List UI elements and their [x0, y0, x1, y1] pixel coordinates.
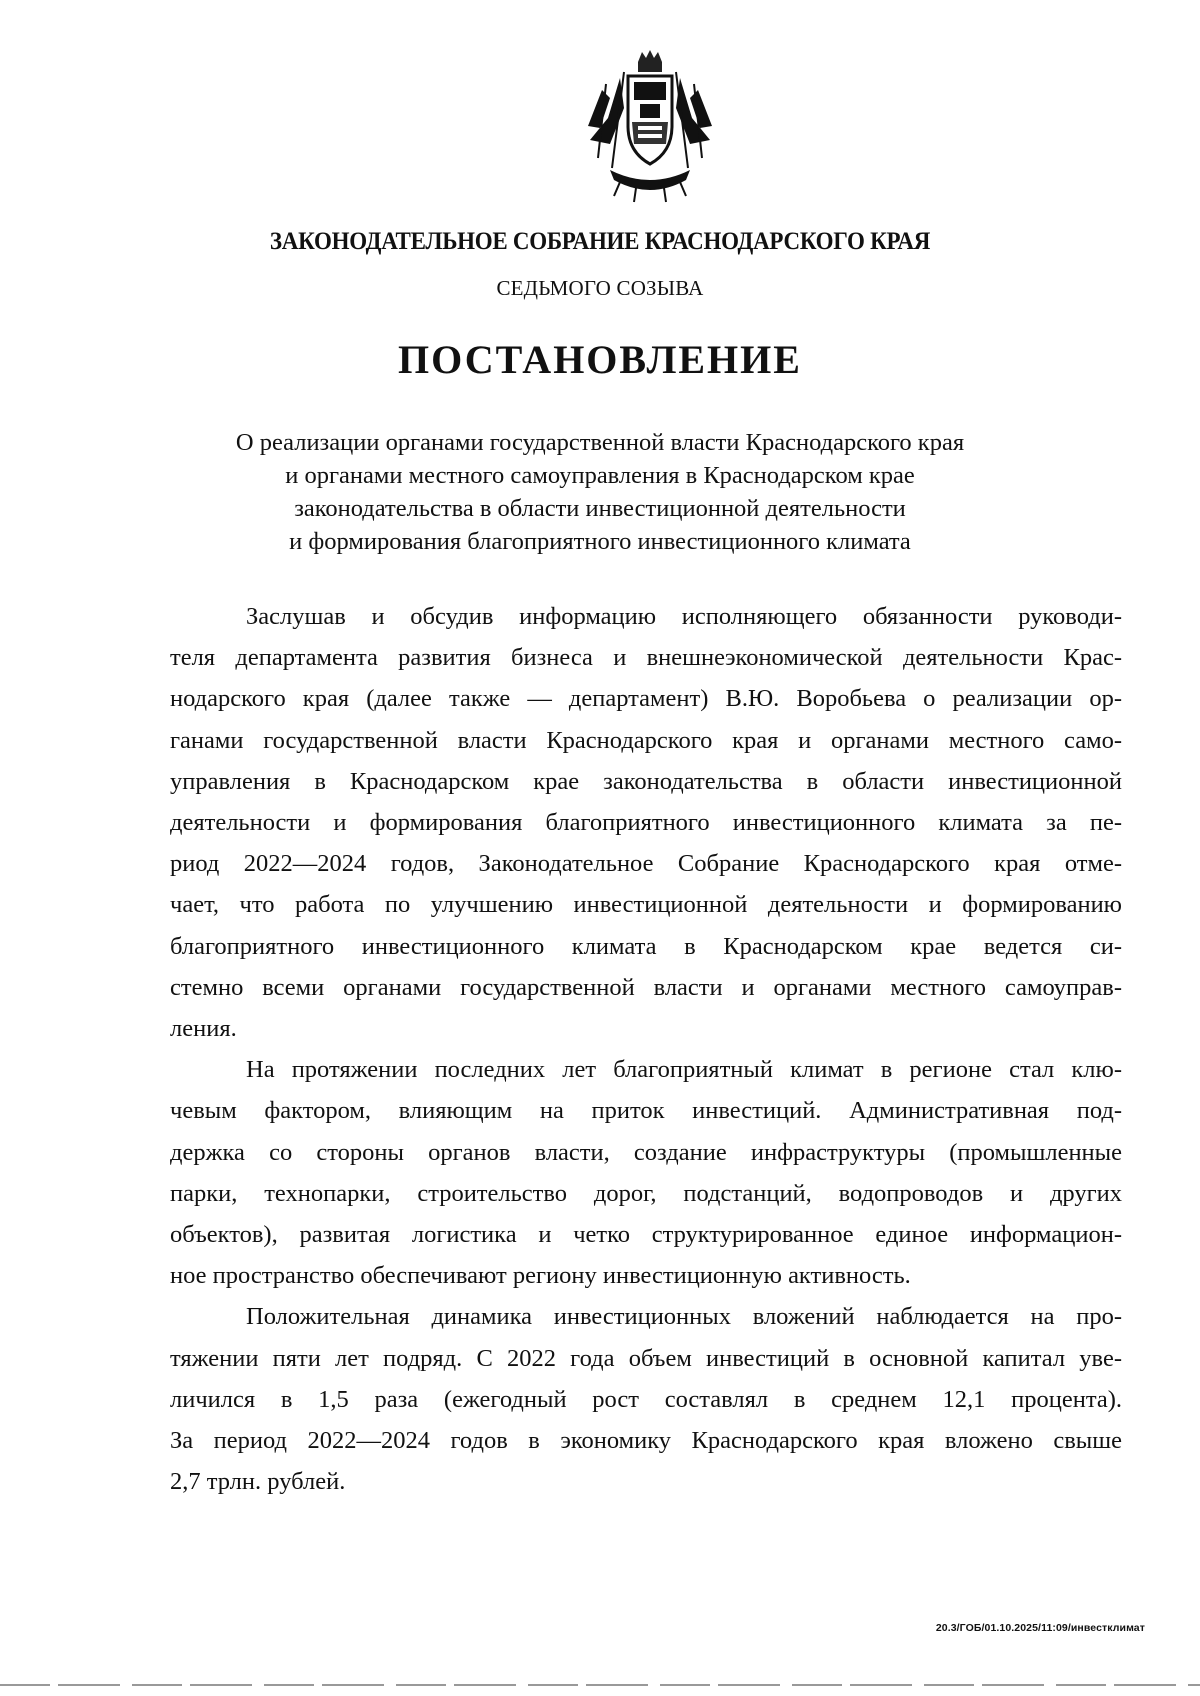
body-line: управления в Краснодарском крае законодательства в области инвестиционной — [170, 767, 1122, 795]
body-line: На протяжении последних лет благоприятный климат в регионе стал клю- — [246, 1056, 1122, 1084]
organization-name: ЗАКОНОДАТЕЛЬНОЕ СОБРАНИЕ КРАСНОДАРСКОГО КРАЯ — [269, 228, 931, 255]
body-line: личился в 1,5 раза (ежегодный рост составлял в среднем 12,1 процента). — [170, 1385, 1122, 1413]
body-line: За период 2022—2024 годов в экономику Краснодарского края вложено свыше — [170, 1427, 1122, 1455]
convocation-label: СЕДЬМОГО СОЗЫВА — [496, 276, 704, 300]
document-type-heading: ПОСТАНОВЛЕНИЕ — [398, 337, 802, 382]
body-line: ления. — [170, 1015, 237, 1043]
title-line: О реализации органами государственной власти Краснодарского края — [235, 429, 965, 456]
paragraph — [170, 596, 1122, 1049]
body-line: ганами государственной власти Краснодарского края и органами местного само- — [170, 726, 1122, 754]
coat-of-arms-icon — [580, 48, 720, 208]
document-body — [170, 596, 1122, 1502]
body-line: деятельности и формирования благоприятного инвестиционного климата за пе- — [170, 809, 1122, 837]
body-line: чает, что работа по улучшению инвестиционной деятельности и формированию — [170, 891, 1122, 919]
resolution-title — [150, 426, 1050, 558]
title-line: и органами местного самоуправления в Краснодарском крае — [285, 462, 915, 489]
body-line: объектов), развитая логистика и четко структурированное единое информацион- — [170, 1221, 1122, 1249]
body-line: Положительная динамика инвестиционных вложений наблюдается на про- — [246, 1303, 1122, 1331]
title-line: законодательства в области инвестиционной деятельности — [294, 495, 906, 522]
body-line: нодарского края (далее также — департамент) В.Ю. Воробьева о реализации ор- — [170, 685, 1122, 713]
document-registration-code: 20.3/ГОБ/01.10.2025/11:09/инвестклимат — [935, 1622, 1145, 1634]
body-line: стемно всеми органами государственной власти и органами местного самоуправ- — [170, 973, 1122, 1001]
paragraph — [170, 1049, 1122, 1296]
body-line: чевым фактором, влияющим на приток инвестиций. Административная под- — [170, 1097, 1122, 1125]
body-line: ное пространство обеспечивают региону инвестиционную активность. — [170, 1262, 911, 1290]
body-line: держка со стороны органов власти, создание инфраструктуры (промышленные — [170, 1138, 1122, 1166]
body-line: Заслушав и обсудив информацию исполняющего обязанности руководи- — [246, 603, 1122, 630]
body-line: благоприятного инвестиционного климата в Краснодарском крае ведется си- — [170, 932, 1122, 960]
body-line: риод 2022—2024 годов, Законодательное Собрание Краснодарского края отме- — [170, 850, 1122, 878]
body-line: теля департамента развития бизнеса и внешнеэкономической деятельности Крас- — [170, 644, 1122, 672]
body-line: 2,7 трлн. рублей. — [170, 1468, 346, 1496]
body-line: тяжении пяти лет подряд. С 2022 года объем инвестиций в основной капитал уве- — [170, 1344, 1122, 1372]
title-line: и формирования благоприятного инвестиционного климата — [289, 528, 911, 555]
body-line: парки, технопарки, строительство дорог, подстанций, водопроводов и других — [170, 1179, 1122, 1207]
page-bottom-rule — [0, 1684, 1200, 1686]
paragraph — [170, 1296, 1122, 1502]
